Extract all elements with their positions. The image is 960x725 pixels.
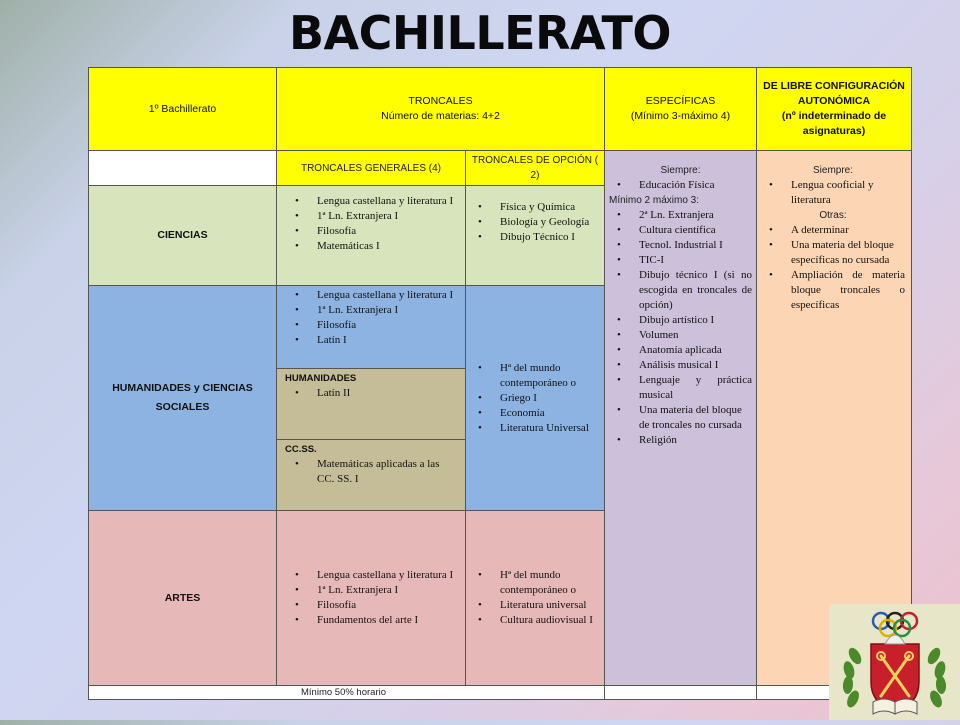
artes-opcion-cell bbox=[465, 510, 605, 686]
row-label-ciencias: CIENCIAS bbox=[88, 185, 277, 286]
header-libre-title: DE LIBRE CONFIGURACIÓN AUTONÓMICA bbox=[763, 80, 905, 107]
list-item: • Lengua cooficial y literatura bbox=[791, 178, 905, 208]
list-item: • Lengua castellana y literatura I bbox=[317, 288, 459, 303]
footer-especificas-cell bbox=[604, 685, 757, 700]
list-item: • Filosofía bbox=[317, 224, 459, 239]
artes-generales-cell bbox=[276, 510, 466, 686]
list-item: • Lenguaje y práctica musical bbox=[639, 373, 752, 403]
humanidades-sub-title: HUMANIDADES bbox=[285, 373, 357, 384]
list-item: • Literatura Universal bbox=[500, 421, 600, 436]
list-item: • Una materia del bloque específicas no cursada bbox=[791, 238, 905, 268]
subheader-generales-cell bbox=[276, 150, 466, 186]
list-item: • Latín II bbox=[317, 386, 459, 401]
subheader-generales-label: TRONCALES GENERALES (4) bbox=[300, 162, 442, 174]
humanidades-generales-list bbox=[287, 288, 459, 348]
subheader-opcion-label: TRONCALES DE OPCIÓN ( 2) bbox=[471, 155, 599, 181]
list-item: • Latín I bbox=[317, 333, 459, 348]
header-first-cell bbox=[88, 67, 277, 151]
list-item: • Dibujo técnico I (si no escogida en troncales de opción) bbox=[639, 268, 752, 313]
libre-siempre: Siempre: bbox=[812, 165, 853, 176]
list-item: • Griego I bbox=[500, 391, 600, 406]
list-item: • 2ª Ln. Extranjera bbox=[639, 208, 752, 223]
ciencias-opcion-list bbox=[470, 200, 600, 245]
list-item: • Hª del mundo contemporáneo o bbox=[500, 568, 600, 598]
especificas-siempre-list bbox=[609, 178, 752, 193]
humanidades-opcion-cell bbox=[465, 285, 605, 511]
school-crest-icon bbox=[829, 604, 960, 720]
list-item: • Filosofía bbox=[317, 598, 453, 613]
list-item: • Dibujo artístico I bbox=[639, 313, 752, 328]
header-troncales-title: TRONCALES bbox=[408, 95, 473, 107]
list-item: • Lengua castellana y literatura I bbox=[317, 568, 453, 583]
list-item: • Ampliación de materia bloque troncales o específicas bbox=[791, 268, 905, 313]
list-item: • Física y Química bbox=[500, 200, 600, 215]
humanidades-sub-cell bbox=[276, 368, 466, 440]
humanidades-generales-cell bbox=[276, 285, 466, 369]
list-item: • Cultura científica bbox=[639, 223, 752, 238]
list-item: • 1ª Ln. Extranjera I bbox=[317, 209, 459, 224]
list-item: • Una materia del bloque de troncales no cursada bbox=[639, 403, 752, 433]
header-especificas-cell bbox=[604, 67, 757, 151]
subheader-opcion-cell bbox=[465, 150, 605, 186]
list-item: • Cultura audiovisual I bbox=[500, 613, 600, 628]
list-item: • Economía bbox=[500, 406, 600, 421]
list-item: • Análisis musical I bbox=[639, 358, 752, 373]
header-especificas-sub: (Mínimo 3-máximo 4) bbox=[630, 110, 731, 122]
ccss-sub-list bbox=[285, 457, 459, 487]
list-item: • Anatomía aplicada bbox=[639, 343, 752, 358]
list-item: • Matemáticas aplicadas a las CC. SS. I bbox=[317, 457, 459, 487]
row-label-artes: ARTES bbox=[88, 510, 277, 686]
list-item: • Matemáticas I bbox=[317, 239, 459, 254]
humanidades-opcion-list bbox=[470, 361, 600, 436]
header-especificas-title: ESPECÍFICAS bbox=[645, 95, 716, 107]
list-item: • Educación Física bbox=[639, 178, 752, 193]
header-libre-sub: (nº indeterminado de asignaturas) bbox=[781, 110, 887, 137]
list-item: • Lengua castellana y literatura I bbox=[317, 194, 459, 209]
page-title: BACHILLERATO bbox=[288, 6, 671, 60]
artes-generales-list bbox=[287, 568, 453, 628]
school-crest-logo bbox=[829, 604, 960, 720]
humanidades-sub-list bbox=[285, 386, 459, 401]
libre-otras: Otras: bbox=[819, 210, 847, 221]
list-item: • 1ª Ln. Extranjera I bbox=[317, 303, 459, 318]
ccss-sub-title: CC.SS. bbox=[285, 444, 317, 455]
list-item: • Filosofía bbox=[317, 318, 459, 333]
list-item: • 1ª Ln. Extranjera I bbox=[317, 583, 453, 598]
list-item: • Tecnol. Industrial I bbox=[639, 238, 752, 253]
list-item: • Fundamentos del arte I bbox=[317, 613, 453, 628]
libre-siempre-list bbox=[761, 178, 905, 208]
list-item: • TIC-I bbox=[639, 253, 752, 268]
ciencias-generales-cell bbox=[276, 185, 466, 286]
list-item: • Hª del mundo contemporáneo o bbox=[500, 361, 600, 391]
ciencias-opcion-cell bbox=[465, 185, 605, 286]
ciencias-generales-list bbox=[287, 194, 459, 254]
list-item: • Volumen bbox=[639, 328, 752, 343]
libre-list bbox=[761, 223, 905, 313]
list-item: • Religión bbox=[639, 433, 752, 448]
list-item: • Dibujo Técnico I bbox=[500, 230, 600, 245]
header-troncales-sub: Número de materias: 4+2 bbox=[381, 110, 500, 122]
header-first-label: 1º Bachillerato bbox=[148, 102, 217, 115]
header-libre-cell bbox=[756, 67, 912, 151]
especificas-minmax: Mínimo 2 máximo 3: bbox=[609, 195, 700, 206]
list-item: • Literatura universal bbox=[500, 598, 600, 613]
ccss-sub-cell bbox=[276, 439, 466, 511]
especificas-cell bbox=[604, 150, 757, 686]
especificas-siempre: Siempre: bbox=[660, 165, 701, 176]
footer-label: Mínimo 50% horario bbox=[301, 687, 387, 698]
row-label-humanidades: HUMANIDADES y CIENCIAS SOCIALES bbox=[88, 285, 277, 511]
artes-opcion-list bbox=[470, 568, 600, 628]
list-item: • A determinar bbox=[791, 223, 905, 238]
header-troncales-cell bbox=[276, 67, 605, 151]
list-item: • Biología y Geología bbox=[500, 215, 600, 230]
especificas-list bbox=[609, 208, 752, 448]
subheader-empty-cell bbox=[88, 150, 277, 186]
footer-cell bbox=[88, 685, 605, 700]
